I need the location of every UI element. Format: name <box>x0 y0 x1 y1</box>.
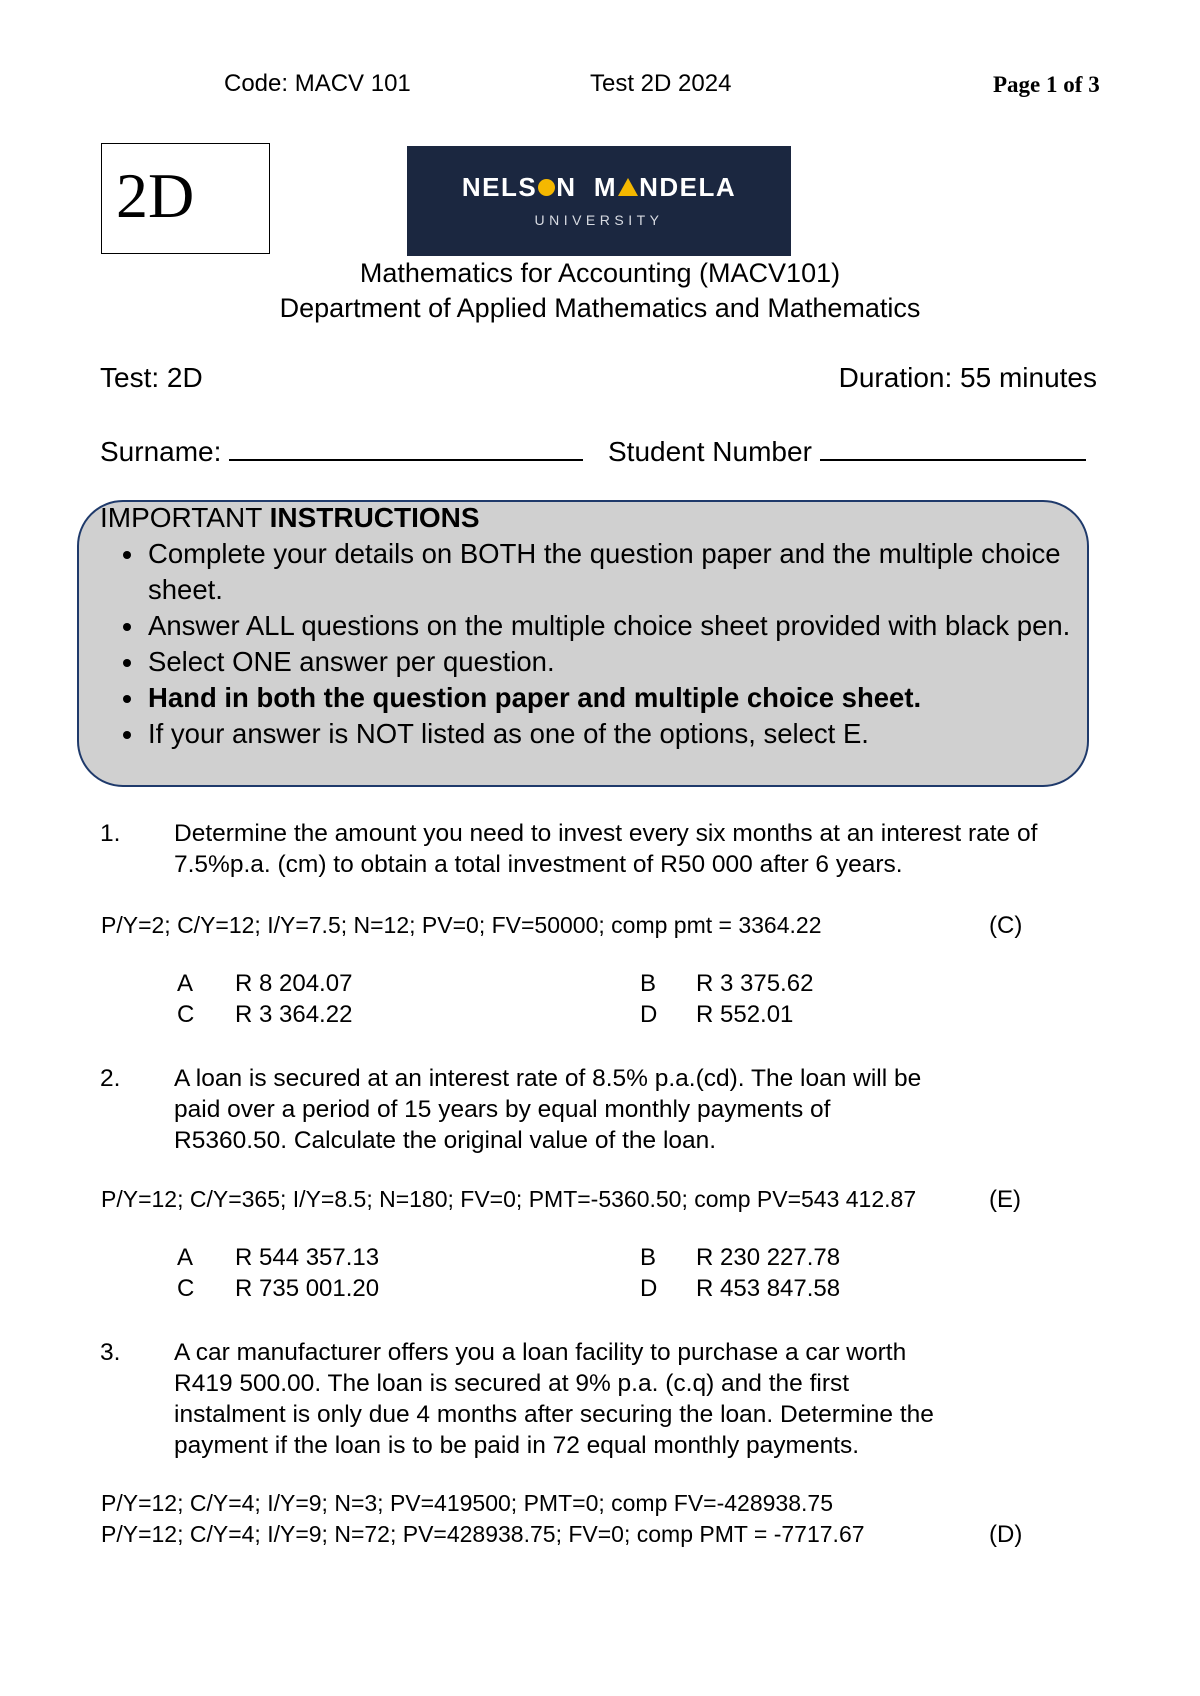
student-number-field[interactable] <box>608 433 1086 468</box>
version-box: 2D <box>101 143 270 254</box>
question-calc: P/Y=2; C/Y=12; I/Y=7.5; N=12; PV=0; FV=50000; comp pmt = 3364.22 <box>101 912 822 938</box>
option-value: R 230 227.78 <box>696 1244 841 1271</box>
instructions-title: IMPORTANT INSTRUCTIONS <box>100 502 480 533</box>
question-text: A car manufacturer offers you a loan facility to purchase a car worth R419 500.00. The loan is secured at 9% p.a. (c.q) and the first instalment is only due 4 months after securing the loan. Determine the payment if the loan is to be paid in 72 equal monthly payments. <box>174 1339 934 1459</box>
option-value: R 3 364.22 <box>235 1001 353 1028</box>
header-test: Test 2D 2024 <box>590 70 732 97</box>
instruction-item: • If your answer is NOT listed as one of the options, select E. <box>146 716 1116 752</box>
page-number: 1 <box>1046 72 1058 97</box>
course-title: Mathematics for Accounting (MACV101) <box>359 258 841 288</box>
logo-subtitle: UNIVERSITY <box>534 212 664 228</box>
option-value: R 735 001.20 <box>235 1275 380 1302</box>
option-value: R 8 204.07 <box>235 970 353 997</box>
student-number-line[interactable] <box>820 433 1086 461</box>
question-number: 2. <box>100 1065 121 1092</box>
instruction-item: • Answer ALL questions on the multiple choice sheet provided with black pen. <box>146 608 1116 644</box>
question-calc: P/Y=12; C/Y=365; I/Y=8.5; N=180; FV=0; PMT=-5360.50; comp PV=543 412.87 <box>101 1186 917 1212</box>
option-value: R 544 357.13 <box>235 1244 380 1271</box>
question-number: 3. <box>100 1339 121 1366</box>
page-prefix: Page <box>993 72 1047 97</box>
page-of: of <box>1057 72 1089 97</box>
option-letter: C <box>177 1001 195 1028</box>
option-letter: B <box>640 1244 657 1271</box>
question-answer: (C) <box>989 912 1023 939</box>
question-answer: (E) <box>989 1186 1021 1213</box>
header-code: Code: MACV 101 <box>224 70 411 97</box>
question-number: 1. <box>100 820 121 847</box>
option-letter: D <box>640 1275 658 1302</box>
option-value: R 552.01 <box>696 1001 794 1028</box>
logo-wordmark: NELS N M NDELA <box>461 172 737 202</box>
question-answer: (D) <box>989 1521 1023 1548</box>
instruction-item: • Complete your details on BOTH the question paper and the multiple choice sheet. <box>146 536 1116 608</box>
test-label: Test: 2D <box>100 362 203 393</box>
surname-label: Surname: <box>100 436 222 467</box>
header-page <box>993 72 1100 98</box>
option-letter: D <box>640 1001 658 1028</box>
question-text: Determine the amount you need to invest every six months at an interest rate of 7.5%p.a. (cm) to obtain a total investment of R50 000 after 6 years. <box>174 820 1038 878</box>
option-value: R 3 375.62 <box>696 970 814 997</box>
instructions-list <box>100 536 1116 752</box>
department-name: Department of Applied Mathematics and Mathematics <box>279 293 921 323</box>
student-number-label: Student Number <box>608 436 812 467</box>
option-letter: C <box>177 1275 195 1302</box>
option-letter: A <box>177 970 194 997</box>
university-logo <box>407 146 791 256</box>
page-total: 3 <box>1088 72 1100 97</box>
option-letter: B <box>640 970 657 997</box>
surname-line[interactable] <box>229 433 583 461</box>
question-calc: P/Y=12; C/Y=4; I/Y=9; N=72; PV=428938.75; FV=0; comp PMT = -7717.67 <box>101 1521 865 1547</box>
option-value: R 453 847.58 <box>696 1275 841 1302</box>
option-letter: A <box>177 1244 194 1271</box>
question-calc: P/Y=12; C/Y=4; I/Y=9; N=3; PV=419500; PMT=0; comp FV=-428938.75 <box>101 1490 833 1516</box>
duration-label: Duration: 55 minutes <box>838 362 1097 393</box>
logo-triangle-icon <box>618 178 638 196</box>
logo-dot-icon <box>538 179 555 196</box>
instruction-item: • Select ONE answer per question. <box>146 644 1116 680</box>
question-text: A loan is secured at an interest rate of 8.5% p.a.(cd). The loan will be paid over a period of 15 years by equal monthly payments of R5360.50. Calculate the original value of the loan. <box>174 1065 922 1154</box>
surname-field[interactable] <box>100 433 583 468</box>
instruction-item: • Hand in both the question paper and multiple choice sheet. <box>146 680 1116 716</box>
